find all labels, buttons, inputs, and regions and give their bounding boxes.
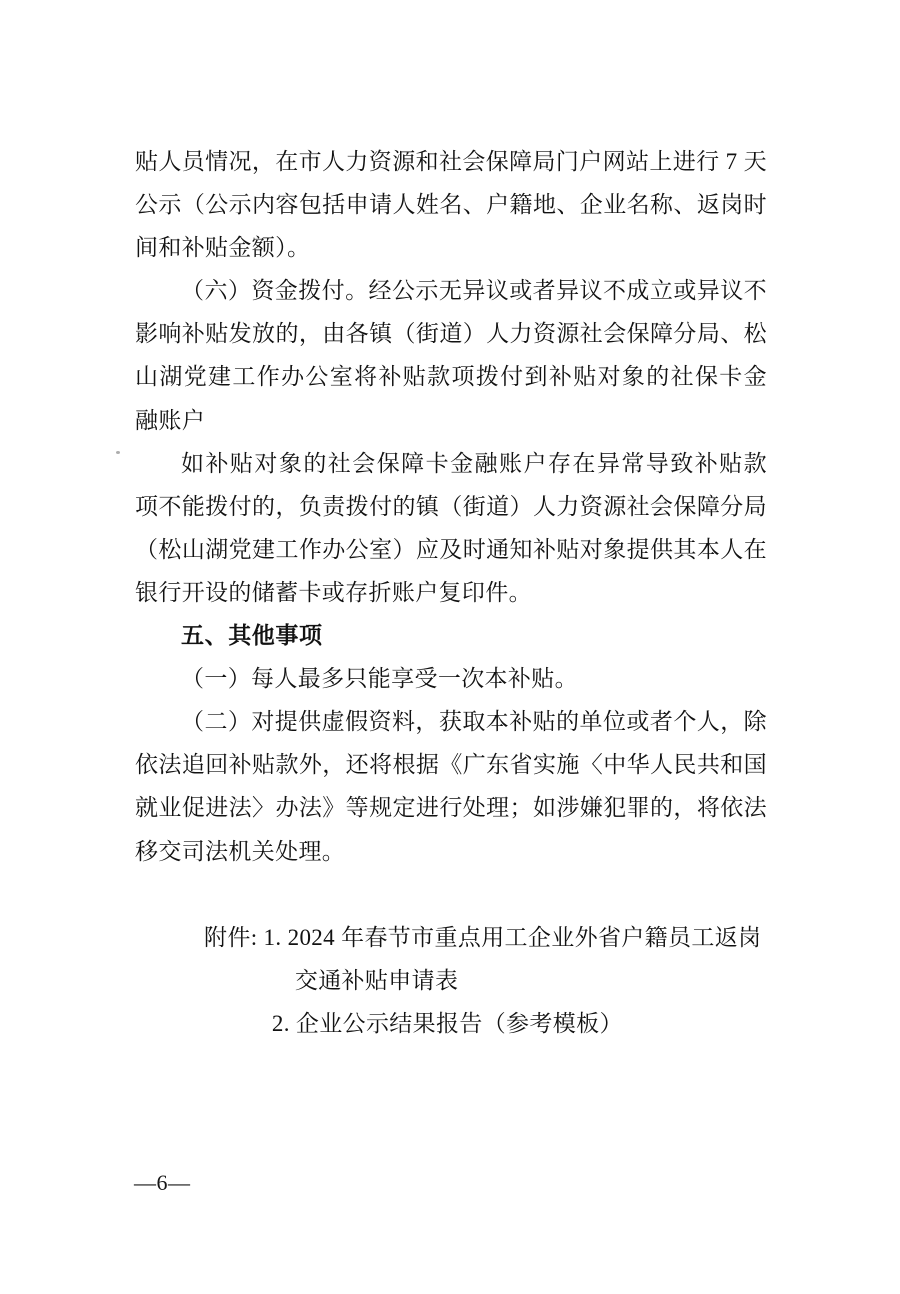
attachment-line: 2. 企业公示结果报告（参考模板） — [271, 1010, 623, 1036]
body-line: （松山湖党建工作办公室）应及时通知补贴对象提供其本人在 — [135, 536, 767, 562]
body-line: 影响补贴发放的，由各镇（街道）人力资源社会保障分局、松 — [135, 321, 767, 347]
body-line: 公示（公示内容包括申请人姓名、户籍地、企业名称、返岗时 — [135, 192, 767, 218]
body-line: 就业促进法〉办法》等规定进行处理；如涉嫌犯罪的，将依法 — [135, 795, 767, 821]
body-line: 项不能拨付的，负责拨付的镇（街道）人力资源社会保障分局 — [135, 493, 767, 519]
body-line: （二）对提供虚假资料，获取本补贴的单位或者个人，除 — [181, 709, 767, 735]
scan-speck — [116, 451, 120, 454]
body-line: 融账户 — [135, 407, 206, 433]
body-line: 银行开设的储蓄卡或存折账户复印件。 — [135, 579, 532, 605]
body-line: 如补贴对象的社会保障卡金融账户存在异常导致补贴款 — [181, 450, 767, 476]
body-line: （六）资金拨付。经公示无异议或者异议不成立或异议不 — [181, 278, 767, 304]
body-line: 间和补贴金额）。 — [135, 235, 311, 261]
document-body — [135, 140, 767, 1045]
body-line: 山湖党建工作办公室将补贴款项拨付到补贴对象的社保卡金 — [135, 364, 767, 390]
attachment-line: 附件: 1. 2024 年春节市重点用工企业外省户籍员工返岗 — [204, 924, 762, 950]
section-heading: 五、其他事项 — [181, 622, 323, 649]
body-line: 移交司法机关处理。 — [135, 838, 346, 864]
attachment-line: 交通补贴申请表 — [294, 967, 459, 993]
body-line: （一）每人最多只能享受一次本补贴。 — [181, 666, 578, 692]
page-number: —6— — [134, 1170, 191, 1195]
body-line: 贴人员情况，在市人力资源和社会保障局门户网站上进行 7 天 — [135, 149, 767, 174]
blank-line — [135, 873, 767, 916]
body-line: 依法追回补贴款外，还将根据《广东省实施〈中华人民共和国 — [135, 752, 767, 778]
